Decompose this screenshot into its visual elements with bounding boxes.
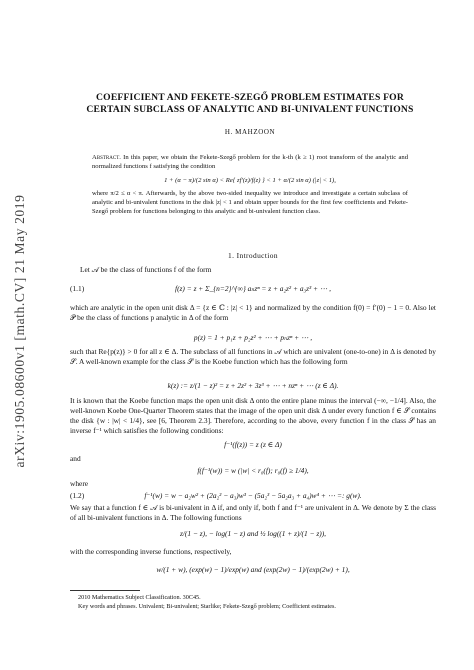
footnote-keywords-text: Key words and phrases. Univalent; Bi-univalent; Starlike; Fekete-Szegő problem; Coefficient estimates. [78, 603, 336, 610]
footnote-rule [70, 590, 140, 591]
paper-title-line-2: CERTAIN SUBCLASS OF ANALYTIC AND BI-UNIVALENT FUNCTIONS [86, 104, 414, 115]
paragraph-5: We say that a function f ∈ 𝒜 is bi-univalent in Δ if, and only if, both f and f⁻¹ are univalent in Δ. We denote by Σ the class of all bi-univalent functions in Δ. The following functions [70, 503, 436, 522]
paragraph-6: with the corresponding inverse functions, respectively, [70, 547, 232, 556]
abstract-heading: Abstract. [92, 154, 121, 161]
section-heading: 1. Introduction [228, 251, 278, 260]
equation-inverse-1: f⁻¹(f(z)) = z (z ∈ Δ) [224, 440, 282, 449]
equation-inverse-examples: w/(1 + w), (exp(w) − 1)/exp(w) and (exp(2w) − 1)/(exp(2w) + 1), [156, 565, 350, 574]
abstract-condition: 1 + (α − π)/(2 sin α) < Re{ zf′(z)/f(z) } < 1 + α/(2 sin α) (|z| < 1), [164, 177, 336, 184]
arxiv-stamp: arXiv:1905.08600v1 [math.CV] 21 May 2019 [12, 194, 27, 468]
paper-title-line-1: COEFFICIENT AND FEKETE-SZEGŐ PROBLEM ESTIMATES FOR [96, 92, 404, 103]
equation-koebe: k(z) := z/(1 − z)² = z + 2z² + 3z³ + ⋯ + nzⁿ + ⋯ (z ∈ Δ). [167, 381, 339, 390]
abstract-text-1: In this paper, we obtain the Fekete-Szegő problem for the k-th (k ≥ 1) root transform of the analytic and normalized functions f satisfying the condition [92, 154, 408, 170]
and-1: and [70, 454, 81, 463]
footnote-msc [78, 594, 438, 603]
paragraph-4: It is known that the Koebe function maps the open unit disk Δ onto the entire plane minus the interval (−∞, −1/4]. Also, the well-known Koebe One-Quarter Theorem states that the image of the open unit disk Δ under every function f ∈ 𝒮 contains the disk {w : |w| < 1/4}, see [6, Theorem 2.3]. Therefore, according to the above, every function f in the class 𝒮 has an inverse f⁻¹ which satisfies the following conditions: [70, 396, 436, 435]
paragraph-3: such that Re{p(z)} > 0 for all z ∈ Δ. The subclass of all functions in 𝒜 which are univalent (one-to-one) in Δ is denoted by 𝒮. A well-known example for the class 𝒮 is the Koebe function which has the following form [70, 347, 436, 366]
paragraph-1: Let 𝒜 be the class of functions f of the form [80, 265, 212, 274]
where-text: where [70, 479, 89, 488]
footnote-msc-text: 2010 Mathematics Subject Classification. 30C45. [78, 594, 201, 601]
author: H. MAHZOON [224, 128, 276, 136]
equation-number-1-2: (1.2) [70, 491, 85, 500]
equation-p: p(z) = 1 + p₁z + p₂z² + ⋯ + pₙzⁿ + ⋯ , [193, 333, 313, 342]
paragraph-2: which are analytic in the open unit disk Δ = {z ∈ ℂ : |z| < 1} and normalized by the condition f(0) = f′(0) − 1 = 0. Also let 𝒫 be the class of functions p analytic in Δ of the form [70, 303, 436, 322]
equation-inverse-2: f(f⁻¹(w)) = w (|w| < r₀(f); r₀(f) ≥ 1/4), [197, 466, 309, 475]
footnote-keywords [78, 603, 438, 612]
equation-1-1: f(z) = z + Σ_{n=2}^{∞} aₙzⁿ = z + a₂z² + a₃z³ + ⋯ , [175, 284, 331, 293]
equation-1-2: f⁻¹(w) = w − a₂w² + (2a₂² − a₃)w³ − (5a₂³ − 5a₂a₃ + a₄)w⁴ + ⋯ =: g(w). [144, 491, 362, 500]
equation-number-1-1: (1.1) [70, 284, 85, 293]
abstract-intro [92, 153, 408, 171]
abstract-text-2: where π/2 ≤ α < π. Afterwards, by the above two-sided inequality we introduce and investigate a certain subclass of analytic and bi-univalent functions in the disk |z| < 1 and obtain upper bounds for the first few coefficients and Fekete-Szegő problem for functions belonging to this analytic and bi-univalent function class. [92, 190, 408, 215]
equation-examples: z/(1 − z), − log(1 − z) and ½ log((1 + z)/(1 − z)), [179, 529, 327, 538]
